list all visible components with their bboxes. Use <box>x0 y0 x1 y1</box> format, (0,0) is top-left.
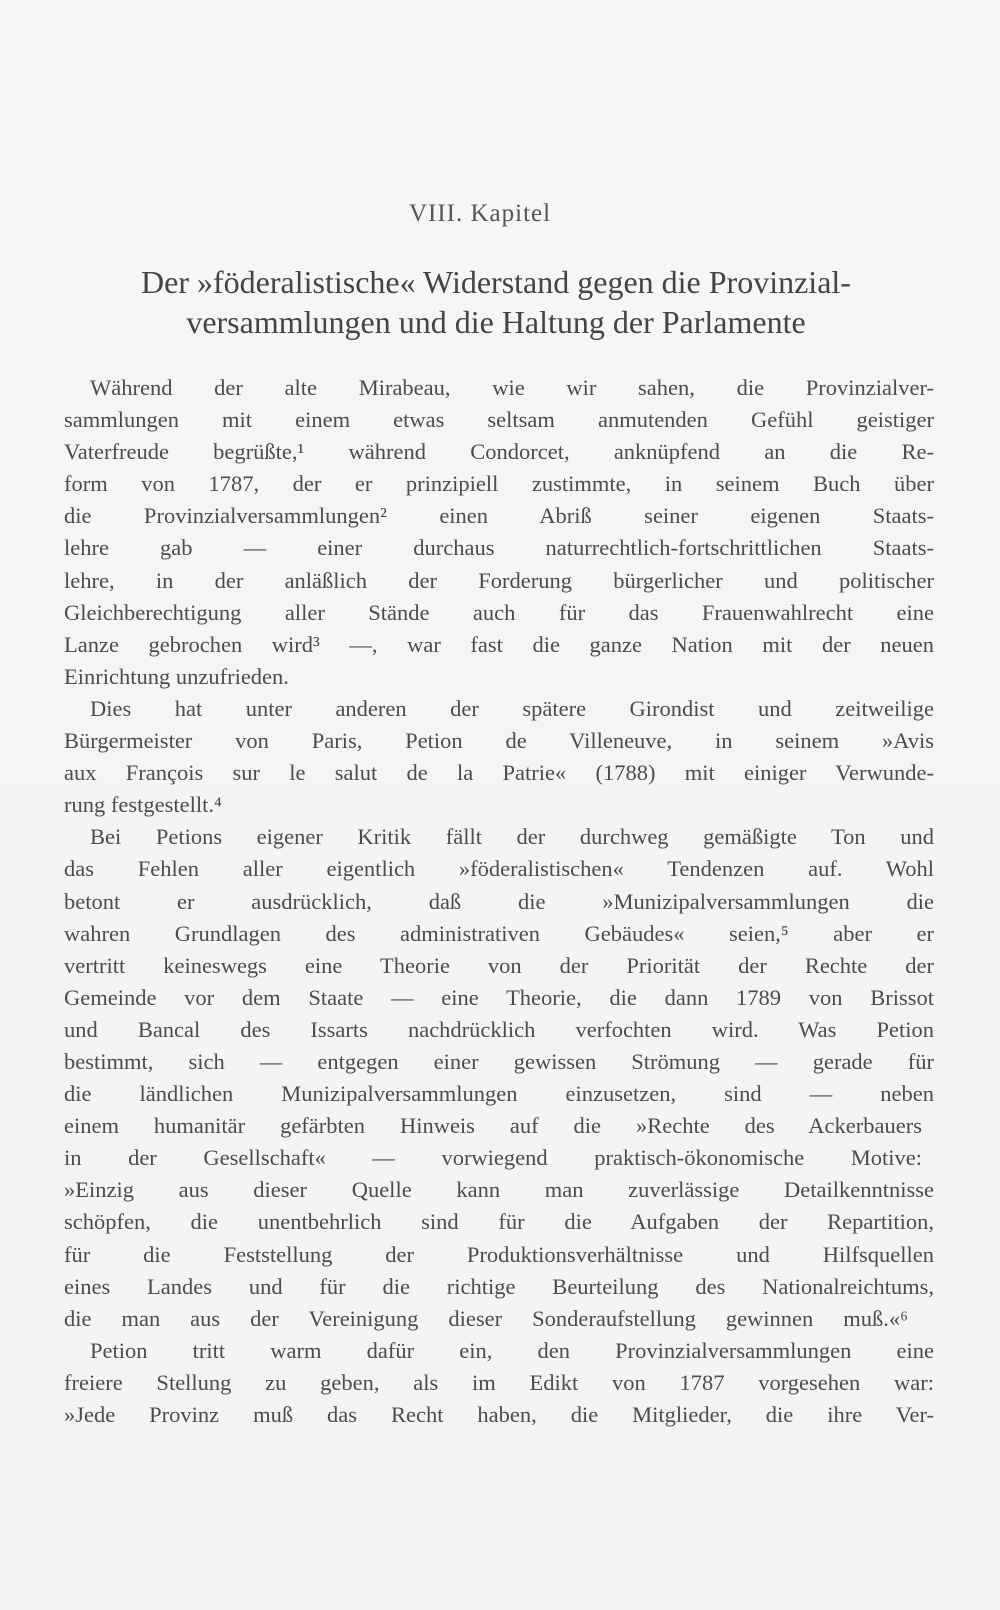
text-line: die Provinzialversammlungen² einen Abriß seiner eigenen Staats- <box>64 503 934 529</box>
text-line: einem humanitär gefärbten Hinweis auf die »Rechte des Ackerbauers <box>64 1113 922 1139</box>
text-line: Bürgermeister von Paris, Petion de Villeneuve, in seinem »Avis <box>64 728 934 754</box>
text-line: eines Landes und für die richtige Beurteilung des Nationalreichtums, <box>64 1273 934 1299</box>
text-line: form von 1787, der er prinzipiell zustimmte, in seinem Buch über <box>64 471 934 497</box>
text-line: freiere Stellung zu geben, als im Edikt von 1787 vorgesehen war: <box>64 1369 934 1395</box>
text-line: lehre gab — einer durchaus naturrechtlich-fortschrittlichen Staats- <box>64 535 934 561</box>
text-line: schöpfen, die unentbehrlich sind für die Aufgaben der Repartition, <box>64 1209 934 1235</box>
text-line: Bei Petions eigener Kritik fällt der durchweg gemäßigte Ton und <box>90 824 934 850</box>
text-line: und Bancal des Issarts nachdrücklich verfochten wird. Was Petion <box>64 1016 934 1042</box>
text-line: für die Feststellung der Produktionsverhältnisse und Hilfsquellen <box>64 1241 934 1267</box>
text-line: aux François sur le salut de la Patrie« (1788) mit einiger Verwunde- <box>64 760 934 786</box>
text-line: Gemeinde vor dem Staate — eine Theorie, die dann 1789 von Brissot <box>64 984 934 1010</box>
body-text <box>64 372 934 1431</box>
text-line: Während der alte Mirabeau, wie wir sahen, die Provinzialver- <box>90 375 934 400</box>
text-line: »Jede Provinz muß das Recht haben, die Mitglieder, die ihre Ver- <box>64 1402 934 1427</box>
text-line: die ländlichen Munizipalversammlungen einzusetzen, sind — neben <box>64 1081 934 1107</box>
text-line: Einrichtung unzufrieden. <box>64 663 289 689</box>
text-line: Petion tritt warm dafür ein, den Provinzialversammlungen eine <box>90 1337 934 1363</box>
text-line: bestimmt, sich — entgegen einer gewissen Strömung — gerade für <box>64 1048 934 1074</box>
text-line: in der Gesellschaft« — vorwiegend praktisch-ökonomische Motive: <box>64 1145 922 1171</box>
text-line: »Einzig aus dieser Quelle kann man zuverlässige Detailkenntnisse <box>64 1177 934 1203</box>
chapter-title <box>60 262 932 342</box>
text-line: die man aus der Vereinigung dieser Sonderaufstellung gewinnen muß.«⁶ <box>64 1305 908 1331</box>
text-line: vertritt keineswegs eine Theorie von der Priorität der Rechte der <box>64 952 934 978</box>
text-line: das Fehlen aller eigentlich »föderalistischen« Tendenzen auf. Wohl <box>64 856 934 882</box>
text-line: betont er ausdrücklich, daß die »Munizipalversammlungen die <box>64 888 934 914</box>
text-line: Lanze gebrochen wird³ —, war fast die ganze Nation mit der neuen <box>64 631 934 657</box>
text-line: sammlungen mit einem etwas seltsam anmutenden Gefühl geistiger <box>64 407 934 433</box>
chapter-label: VIII. Kapitel <box>408 200 552 227</box>
text-line: rung festgestellt.⁴ <box>64 792 222 818</box>
text-line: Dies hat unter anderen der spätere Girondist und zeitweilige <box>90 695 934 721</box>
text-line: wahren Grundlagen des administrativen Gebäudes« seien,⁵ aber er <box>64 920 934 946</box>
text-line: lehre, in der anläßlich der Forderung bürgerlicher und politischer <box>64 567 934 593</box>
text-line: Vaterfreude begrüßte,¹ während Condorcet, anknüpfend an die Re- <box>64 439 934 465</box>
chapter-title-line: Der »föderalistische« Widerstand gegen die Provinzial- <box>141 264 851 300</box>
text-line: Gleichberechtigung aller Stände auch für das Frauenwahlrecht eine <box>64 599 934 625</box>
chapter-title-line: versammlungen und die Haltung der Parlamente <box>186 304 806 340</box>
